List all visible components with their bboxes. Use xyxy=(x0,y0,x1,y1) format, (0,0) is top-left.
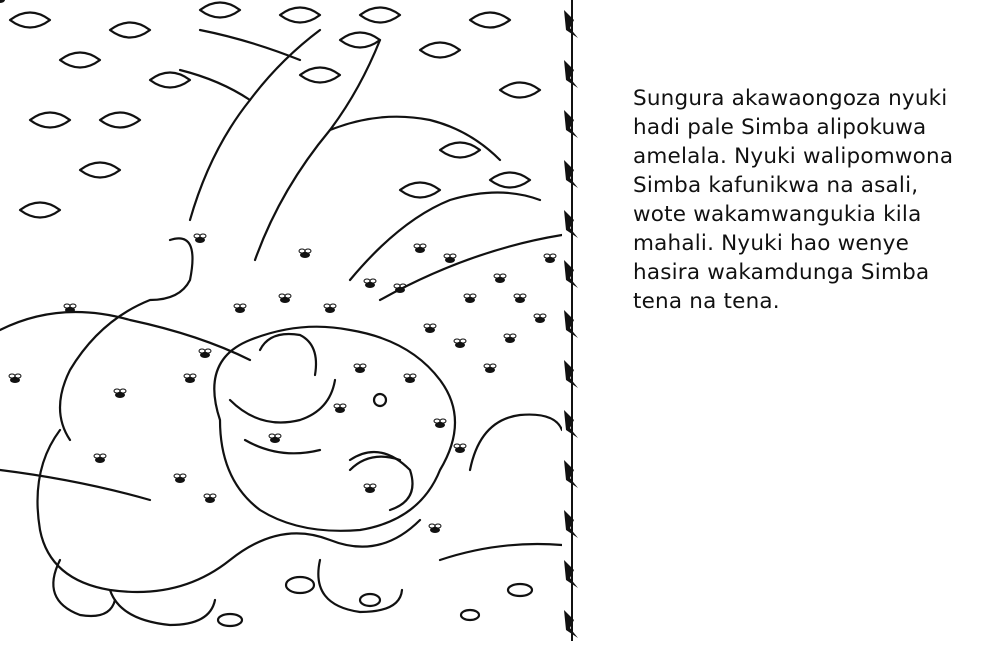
hill-right xyxy=(380,235,562,300)
story-line: Sungura akawaongoza nyuki xyxy=(633,86,948,111)
story-line: Simba kafunikwa na asali, xyxy=(633,173,919,198)
ground-line xyxy=(0,470,562,560)
story-text xyxy=(633,84,993,316)
story-line: mahali. Nyuki hao wenye xyxy=(633,231,910,256)
pebble xyxy=(360,594,380,606)
hill-left xyxy=(0,312,250,360)
story-line: wote wakamwangukia kila xyxy=(633,202,922,227)
story-line: hasira wakamdunga Simba xyxy=(633,260,930,285)
rock xyxy=(470,415,562,470)
tree-icon xyxy=(10,3,540,281)
lion-icon xyxy=(38,238,456,625)
pebble xyxy=(508,584,532,596)
pebble xyxy=(461,610,479,620)
decorative-divider xyxy=(560,0,584,641)
story-line: amelala. Nyuki walipomwona xyxy=(633,144,954,169)
story-line: tena na tena. xyxy=(633,289,780,314)
story-line: hadi pale Simba alipokuwa xyxy=(633,115,927,140)
pebble xyxy=(218,614,242,626)
pebble xyxy=(286,577,314,593)
